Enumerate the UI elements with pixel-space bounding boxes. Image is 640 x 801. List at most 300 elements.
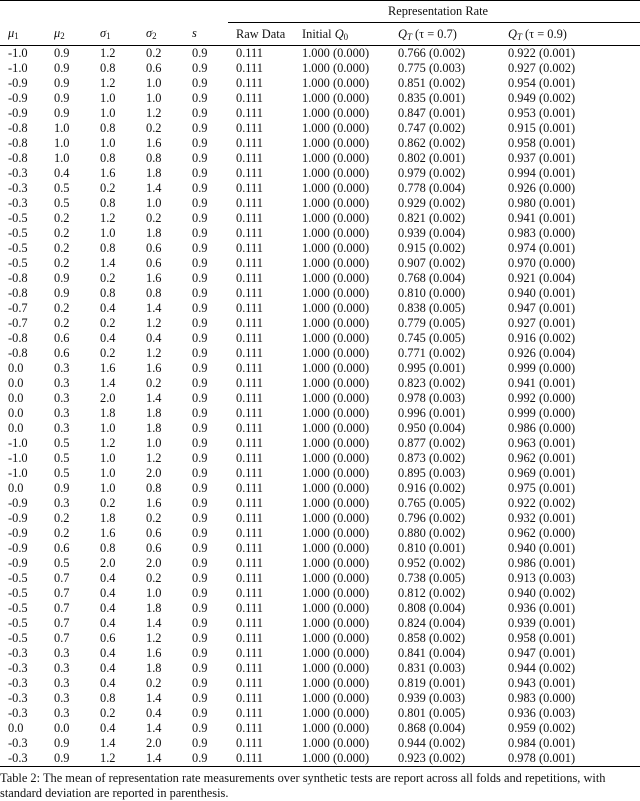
- cell-qt-tau-07: 0.838 (0.005): [398, 301, 466, 315]
- cell-raw-data: 0.111: [236, 241, 263, 255]
- cell-raw-data: 0.111: [236, 376, 263, 390]
- cell-sigma2: 1.6: [146, 646, 162, 660]
- cell-qt-tau-09: 0.963 (0.001): [508, 436, 576, 450]
- cell-qt-tau-09: 0.947 (0.001): [508, 301, 576, 315]
- cell-sigma2: 0.2: [146, 511, 162, 525]
- cell-raw-data: 0.111: [236, 631, 263, 645]
- cell-s: 0.9: [192, 511, 208, 525]
- cell-raw-data: 0.111: [236, 676, 263, 690]
- cell-mu2: 0.7: [54, 616, 70, 630]
- cell-initial-q0: 1.000 (0.000): [302, 691, 370, 705]
- cell-mu1: -0.8: [8, 151, 28, 165]
- cell-initial-q0: 1.000 (0.000): [302, 601, 370, 615]
- cell-mu1: -0.5: [8, 226, 28, 240]
- cell-qt-tau-09: 0.984 (0.001): [508, 736, 576, 750]
- cell-sigma1: 2.0: [100, 391, 116, 405]
- cell-mu2: 0.5: [54, 451, 70, 465]
- cell-sigma1: 0.4: [100, 676, 116, 690]
- cell-raw-data: 0.111: [236, 571, 263, 585]
- cell-qt-tau-07: 0.944 (0.002): [398, 736, 466, 750]
- cell-raw-data: 0.111: [236, 736, 263, 750]
- cell-sigma2: 0.8: [146, 286, 162, 300]
- cell-mu1: -0.5: [8, 586, 28, 600]
- cell-initial-q0: 1.000 (0.000): [302, 331, 370, 345]
- cell-qt-tau-07: 0.868 (0.004): [398, 721, 466, 735]
- cell-qt-tau-09: 0.999 (0.000): [508, 406, 576, 420]
- cell-qt-tau-07: 0.929 (0.002): [398, 196, 466, 210]
- cell-raw-data: 0.111: [236, 286, 263, 300]
- cell-initial-q0: 1.000 (0.000): [302, 166, 370, 180]
- cell-raw-data: 0.111: [236, 751, 263, 765]
- cell-mu2: 0.0: [54, 721, 70, 735]
- cell-sigma2: 1.6: [146, 496, 162, 510]
- cell-raw-data: 0.111: [236, 556, 263, 570]
- cell-sigma1: 1.0: [100, 91, 116, 105]
- cell-sigma1: 0.4: [100, 586, 116, 600]
- cell-sigma1: 0.4: [100, 616, 116, 630]
- cell-sigma2: 1.4: [146, 691, 162, 705]
- cell-qt-tau-09: 0.954 (0.001): [508, 76, 576, 90]
- cell-qt-tau-09: 0.999 (0.000): [508, 361, 576, 375]
- col-mu2: $\mu_2$: [54, 26, 65, 42]
- cell-sigma1: 1.2: [100, 211, 116, 225]
- cell-s: 0.9: [192, 466, 208, 480]
- cell-qt-tau-09: 0.927 (0.001): [508, 316, 576, 330]
- cell-qt-tau-09: 0.983 (0.000): [508, 691, 576, 705]
- cell-sigma1: 0.8: [100, 241, 116, 255]
- cell-qt-tau-07: 0.823 (0.002): [398, 376, 466, 390]
- cell-mu2: 0.3: [54, 421, 70, 435]
- cell-qt-tau-09: 0.940 (0.002): [508, 586, 576, 600]
- cell-initial-q0: 1.000 (0.000): [302, 151, 370, 165]
- cell-s: 0.9: [192, 631, 208, 645]
- cell-sigma1: 0.4: [100, 301, 116, 315]
- cell-sigma2: 0.2: [146, 571, 162, 585]
- cell-initial-q0: 1.000 (0.000): [302, 481, 370, 495]
- cell-initial-q0: 1.000 (0.000): [302, 556, 370, 570]
- cell-s: 0.9: [192, 316, 208, 330]
- cell-sigma2: 1.0: [146, 196, 162, 210]
- cell-mu2: 0.9: [54, 736, 70, 750]
- cell-initial-q0: 1.000 (0.000): [302, 121, 370, 135]
- cell-qt-tau-07: 0.907 (0.002): [398, 256, 466, 270]
- cell-initial-q0: 1.000 (0.000): [302, 541, 370, 555]
- cell-s: 0.9: [192, 361, 208, 375]
- cell-initial-q0: 1.000 (0.000): [302, 256, 370, 270]
- cell-mu1: -0.3: [8, 676, 28, 690]
- cell-s: 0.9: [192, 721, 208, 735]
- cell-raw-data: 0.111: [236, 391, 263, 405]
- cell-initial-q0: 1.000 (0.000): [302, 571, 370, 585]
- cell-qt-tau-07: 0.779 (0.005): [398, 316, 466, 330]
- cell-mu2: 0.3: [54, 661, 70, 675]
- cell-initial-q0: 1.000 (0.000): [302, 196, 370, 210]
- cell-mu2: 0.2: [54, 316, 70, 330]
- cell-raw-data: 0.111: [236, 406, 263, 420]
- cell-s: 0.9: [192, 406, 208, 420]
- cell-raw-data: 0.111: [236, 511, 263, 525]
- cell-sigma2: 0.6: [146, 256, 162, 270]
- table-row: [0, 241, 640, 256]
- table-row: [0, 556, 640, 571]
- cell-mu2: 0.2: [54, 526, 70, 540]
- cell-sigma2: 0.4: [146, 331, 162, 345]
- cell-raw-data: 0.111: [236, 721, 263, 735]
- cell-initial-q0: 1.000 (0.000): [302, 751, 370, 765]
- cell-sigma1: 1.2: [100, 751, 116, 765]
- cell-sigma1: 1.0: [100, 136, 116, 150]
- cell-raw-data: 0.111: [236, 661, 263, 675]
- cell-qt-tau-07: 0.873 (0.002): [398, 451, 466, 465]
- cell-mu2: 0.9: [54, 286, 70, 300]
- cell-sigma2: 0.2: [146, 376, 162, 390]
- cell-s: 0.9: [192, 241, 208, 255]
- table-row: [0, 46, 640, 61]
- table-row: [0, 391, 640, 406]
- cell-sigma2: 0.2: [146, 121, 162, 135]
- cell-qt-tau-09: 0.941 (0.001): [508, 211, 576, 225]
- cell-sigma2: 1.8: [146, 661, 162, 675]
- cell-qt-tau-07: 0.775 (0.003): [398, 61, 466, 75]
- cell-mu2: 0.3: [54, 361, 70, 375]
- cell-initial-q0: 1.000 (0.000): [302, 436, 370, 450]
- cell-sigma1: 0.2: [100, 346, 116, 360]
- cell-sigma1: 0.2: [100, 706, 116, 720]
- cell-qt-tau-09: 0.926 (0.004): [508, 346, 576, 360]
- cell-s: 0.9: [192, 376, 208, 390]
- cell-mu2: 0.9: [54, 271, 70, 285]
- cell-raw-data: 0.111: [236, 301, 263, 315]
- cell-mu2: 0.3: [54, 676, 70, 690]
- cell-qt-tau-07: 0.978 (0.003): [398, 391, 466, 405]
- cell-raw-data: 0.111: [236, 421, 263, 435]
- cell-mu1: -0.5: [8, 616, 28, 630]
- cell-s: 0.9: [192, 736, 208, 750]
- cell-qt-tau-09: 0.922 (0.002): [508, 496, 576, 510]
- cell-raw-data: 0.111: [236, 91, 263, 105]
- cell-sigma1: 1.0: [100, 106, 116, 120]
- cell-s: 0.9: [192, 151, 208, 165]
- cell-qt-tau-07: 0.747 (0.002): [398, 121, 466, 135]
- cell-qt-tau-07: 0.847 (0.001): [398, 106, 466, 120]
- cell-qt-tau-09: 0.921 (0.004): [508, 271, 576, 285]
- cell-qt-tau-07: 0.841 (0.004): [398, 646, 466, 660]
- cell-mu1: -0.9: [8, 511, 28, 525]
- cell-s: 0.9: [192, 571, 208, 585]
- cell-qt-tau-07: 0.895 (0.003): [398, 466, 466, 480]
- cell-mu1: -0.5: [8, 211, 28, 225]
- cell-mu2: 0.5: [54, 196, 70, 210]
- table-row: [0, 511, 640, 526]
- cell-s: 0.9: [192, 196, 208, 210]
- cell-mu1: 0.0: [8, 421, 24, 435]
- cell-sigma2: 1.4: [146, 181, 162, 195]
- cell-sigma2: 1.4: [146, 751, 162, 765]
- cell-raw-data: 0.111: [236, 466, 263, 480]
- cell-initial-q0: 1.000 (0.000): [302, 286, 370, 300]
- table-row: [0, 616, 640, 631]
- table-row: [0, 721, 640, 736]
- table-row: [0, 301, 640, 316]
- cell-raw-data: 0.111: [236, 211, 263, 225]
- cell-initial-q0: 1.000 (0.000): [302, 211, 370, 225]
- cell-initial-q0: 1.000 (0.000): [302, 46, 370, 60]
- cell-qt-tau-09: 0.970 (0.000): [508, 256, 576, 270]
- cell-raw-data: 0.111: [236, 346, 263, 360]
- cell-sigma2: 1.2: [146, 316, 162, 330]
- cell-sigma2: 1.4: [146, 391, 162, 405]
- cell-initial-q0: 1.000 (0.000): [302, 241, 370, 255]
- cell-raw-data: 0.111: [236, 136, 263, 150]
- table-row: [0, 61, 640, 76]
- table-row: [0, 151, 640, 166]
- cell-qt-tau-09: 0.940 (0.001): [508, 286, 576, 300]
- cell-qt-tau-09: 0.936 (0.001): [508, 601, 576, 615]
- cell-qt-tau-09: 0.983 (0.000): [508, 226, 576, 240]
- cell-sigma1: 1.2: [100, 436, 116, 450]
- cell-mu1: -0.3: [8, 646, 28, 660]
- cell-sigma2: 1.2: [146, 346, 162, 360]
- cell-sigma1: 1.4: [100, 376, 116, 390]
- cell-raw-data: 0.111: [236, 496, 263, 510]
- cell-mu1: -0.9: [8, 496, 28, 510]
- cell-initial-q0: 1.000 (0.000): [302, 526, 370, 540]
- cell-qt-tau-07: 0.880 (0.002): [398, 526, 466, 540]
- cell-s: 0.9: [192, 526, 208, 540]
- cell-sigma1: 0.6: [100, 631, 116, 645]
- cell-s: 0.9: [192, 751, 208, 765]
- cell-s: 0.9: [192, 646, 208, 660]
- cell-sigma1: 1.8: [100, 406, 116, 420]
- cell-sigma1: 0.2: [100, 271, 116, 285]
- cell-sigma1: 1.0: [100, 421, 116, 435]
- table-row: [0, 736, 640, 751]
- cell-mu1: -1.0: [8, 61, 28, 75]
- cell-mu1: -0.7: [8, 316, 28, 330]
- cell-s: 0.9: [192, 166, 208, 180]
- cell-qt-tau-09: 0.958 (0.001): [508, 631, 576, 645]
- cell-mu1: -0.3: [8, 751, 28, 765]
- cell-sigma2: 1.4: [146, 616, 162, 630]
- table-row: [0, 331, 640, 346]
- cell-s: 0.9: [192, 481, 208, 495]
- cell-qt-tau-07: 0.766 (0.002): [398, 46, 466, 60]
- col-qt-tau-09: $Q_T$ (τ = 0.9): [508, 26, 567, 42]
- cell-qt-tau-07: 0.862 (0.002): [398, 136, 466, 150]
- cell-qt-tau-07: 0.765 (0.005): [398, 496, 466, 510]
- cell-mu2: 0.2: [54, 301, 70, 315]
- cell-initial-q0: 1.000 (0.000): [302, 421, 370, 435]
- cell-raw-data: 0.111: [236, 616, 263, 630]
- cell-sigma2: 1.0: [146, 91, 162, 105]
- cell-sigma2: 0.6: [146, 541, 162, 555]
- cell-mu1: -1.0: [8, 46, 28, 60]
- cell-qt-tau-09: 0.953 (0.001): [508, 106, 576, 120]
- cell-sigma2: 0.2: [146, 676, 162, 690]
- cell-mu2: 0.6: [54, 541, 70, 555]
- cell-initial-q0: 1.000 (0.000): [302, 646, 370, 660]
- cell-s: 0.9: [192, 436, 208, 450]
- cell-sigma2: 1.8: [146, 406, 162, 420]
- table-row: [0, 541, 640, 556]
- cell-qt-tau-07: 0.996 (0.001): [398, 406, 466, 420]
- cell-mu1: -0.5: [8, 601, 28, 615]
- cell-mu2: 0.2: [54, 511, 70, 525]
- cell-mu2: 0.2: [54, 211, 70, 225]
- cell-initial-q0: 1.000 (0.000): [302, 676, 370, 690]
- table-row: [0, 346, 640, 361]
- cell-initial-q0: 1.000 (0.000): [302, 391, 370, 405]
- cell-qt-tau-07: 0.851 (0.002): [398, 76, 466, 90]
- cell-qt-tau-07: 0.810 (0.001): [398, 541, 466, 555]
- cell-sigma2: 1.4: [146, 721, 162, 735]
- cell-mu2: 1.0: [54, 151, 70, 165]
- cell-mu2: 0.5: [54, 556, 70, 570]
- cell-qt-tau-07: 0.802 (0.001): [398, 151, 466, 165]
- cell-raw-data: 0.111: [236, 601, 263, 615]
- cell-sigma2: 1.8: [146, 226, 162, 240]
- cell-qt-tau-09: 0.941 (0.001): [508, 376, 576, 390]
- table-row: [0, 136, 640, 151]
- cell-raw-data: 0.111: [236, 331, 263, 345]
- cell-sigma1: 1.6: [100, 526, 116, 540]
- cell-s: 0.9: [192, 541, 208, 555]
- cell-sigma1: 0.4: [100, 571, 116, 585]
- cell-qt-tau-07: 0.819 (0.001): [398, 676, 466, 690]
- cell-initial-q0: 1.000 (0.000): [302, 181, 370, 195]
- table-row: [0, 526, 640, 541]
- cell-sigma2: 0.6: [146, 61, 162, 75]
- cell-mu2: 0.9: [54, 481, 70, 495]
- table-row: [0, 76, 640, 91]
- cell-qt-tau-07: 0.824 (0.004): [398, 616, 466, 630]
- cell-mu1: -0.9: [8, 556, 28, 570]
- cell-raw-data: 0.111: [236, 271, 263, 285]
- cell-mu1: -0.3: [8, 196, 28, 210]
- cell-initial-q0: 1.000 (0.000): [302, 61, 370, 75]
- cell-initial-q0: 1.000 (0.000): [302, 406, 370, 420]
- cell-initial-q0: 1.000 (0.000): [302, 91, 370, 105]
- cell-mu2: 0.2: [54, 256, 70, 270]
- table-row: [0, 286, 640, 301]
- cell-mu1: -0.7: [8, 301, 28, 315]
- col-s: s: [192, 26, 197, 41]
- cell-mu1: -0.8: [8, 136, 28, 150]
- cell-sigma2: 1.2: [146, 631, 162, 645]
- cell-sigma1: 0.4: [100, 331, 116, 345]
- table-row: [0, 481, 640, 496]
- cell-mu1: -0.3: [8, 691, 28, 705]
- table-row: [0, 646, 640, 661]
- cell-s: 0.9: [192, 391, 208, 405]
- table-row: [0, 226, 640, 241]
- table-row: [0, 166, 640, 181]
- cell-mu1: 0.0: [8, 391, 24, 405]
- cell-qt-tau-09: 0.927 (0.002): [508, 61, 576, 75]
- cell-raw-data: 0.111: [236, 226, 263, 240]
- cell-s: 0.9: [192, 286, 208, 300]
- cell-qt-tau-09: 0.943 (0.001): [508, 676, 576, 690]
- cell-sigma2: 0.2: [146, 46, 162, 60]
- cell-initial-q0: 1.000 (0.000): [302, 616, 370, 630]
- cell-initial-q0: 1.000 (0.000): [302, 586, 370, 600]
- cell-raw-data: 0.111: [236, 436, 263, 450]
- col-mu1: $\mu_1$: [8, 26, 19, 42]
- cell-initial-q0: 1.000 (0.000): [302, 136, 370, 150]
- cell-s: 0.9: [192, 346, 208, 360]
- cell-mu1: -0.5: [8, 631, 28, 645]
- cell-mu1: -0.8: [8, 121, 28, 135]
- cell-mu2: 1.0: [54, 121, 70, 135]
- cell-initial-q0: 1.000 (0.000): [302, 346, 370, 360]
- cell-raw-data: 0.111: [236, 316, 263, 330]
- cell-mu2: 0.5: [54, 181, 70, 195]
- cell-qt-tau-07: 0.979 (0.002): [398, 166, 466, 180]
- cell-qt-tau-09: 0.916 (0.002): [508, 331, 576, 345]
- cell-mu1: -0.3: [8, 661, 28, 675]
- cell-s: 0.9: [192, 331, 208, 345]
- cell-qt-tau-09: 0.975 (0.001): [508, 481, 576, 495]
- table-row: [0, 751, 640, 767]
- cell-s: 0.9: [192, 451, 208, 465]
- cell-mu1: -0.8: [8, 286, 28, 300]
- cell-sigma2: 0.8: [146, 151, 162, 165]
- table-row: [0, 406, 640, 421]
- cell-mu1: -0.3: [8, 706, 28, 720]
- cell-mu1: -0.8: [8, 346, 28, 360]
- cell-sigma1: 0.8: [100, 151, 116, 165]
- cell-sigma1: 1.0: [100, 451, 116, 465]
- cell-mu2: 0.2: [54, 226, 70, 240]
- cell-mu2: 0.2: [54, 241, 70, 255]
- cell-s: 0.9: [192, 61, 208, 75]
- cell-raw-data: 0.111: [236, 196, 263, 210]
- cell-s: 0.9: [192, 211, 208, 225]
- cell-qt-tau-07: 0.738 (0.005): [398, 571, 466, 585]
- cell-qt-tau-09: 0.922 (0.001): [508, 46, 576, 60]
- cell-qt-tau-09: 0.947 (0.001): [508, 646, 576, 660]
- cell-qt-tau-09: 0.926 (0.000): [508, 181, 576, 195]
- cell-qt-tau-07: 0.812 (0.002): [398, 586, 466, 600]
- cell-sigma2: 0.6: [146, 526, 162, 540]
- cell-qt-tau-07: 0.923 (0.002): [398, 751, 466, 765]
- cell-raw-data: 0.111: [236, 181, 263, 195]
- cell-initial-q0: 1.000 (0.000): [302, 736, 370, 750]
- bottom-rule: [0, 767, 640, 768]
- cell-s: 0.9: [192, 181, 208, 195]
- cell-sigma1: 0.8: [100, 286, 116, 300]
- cell-sigma1: 0.8: [100, 61, 116, 75]
- table-row: [0, 631, 640, 646]
- cell-initial-q0: 1.000 (0.000): [302, 466, 370, 480]
- cell-mu1: -0.9: [8, 91, 28, 105]
- cell-raw-data: 0.111: [236, 706, 263, 720]
- cell-mu2: 0.5: [54, 436, 70, 450]
- cell-mu2: 0.9: [54, 91, 70, 105]
- cell-qt-tau-09: 0.994 (0.001): [508, 166, 576, 180]
- table-row: [0, 91, 640, 106]
- table-row: [0, 586, 640, 601]
- col-raw-data: Raw Data: [236, 26, 286, 41]
- cell-mu1: -0.9: [8, 76, 28, 90]
- cell-s: 0.9: [192, 691, 208, 705]
- table-row: [0, 601, 640, 616]
- cell-mu2: 0.7: [54, 586, 70, 600]
- cell-sigma1: 1.2: [100, 76, 116, 90]
- cell-qt-tau-09: 0.959 (0.002): [508, 721, 576, 735]
- cell-mu2: 0.3: [54, 691, 70, 705]
- cell-qt-tau-07: 0.952 (0.002): [398, 556, 466, 570]
